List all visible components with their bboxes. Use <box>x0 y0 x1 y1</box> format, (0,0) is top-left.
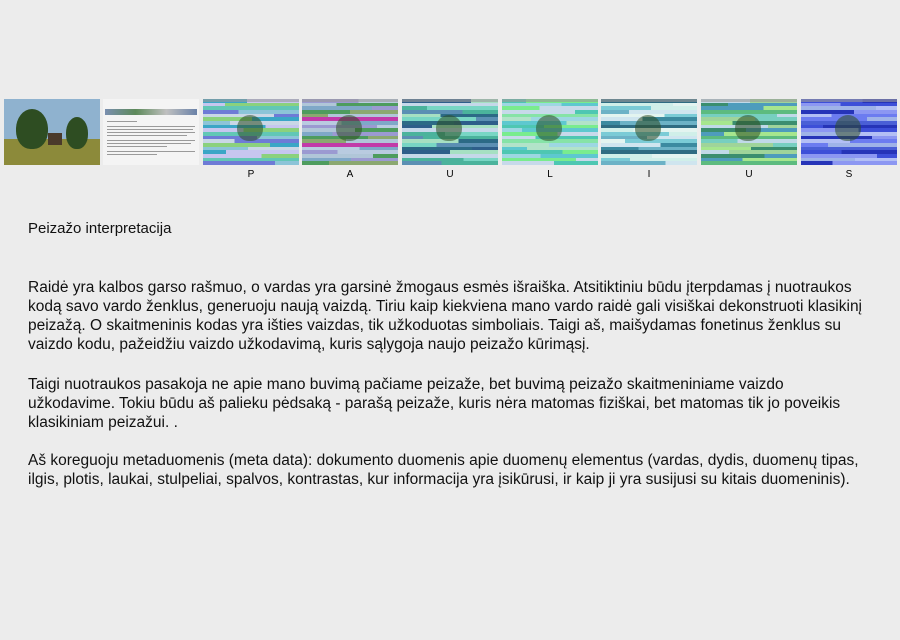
text-line <box>107 121 137 122</box>
text-line <box>107 135 187 136</box>
thumbnail-edge <box>302 99 398 102</box>
paragraph-letters: Raidė yra kalbos garso rašmuo, o vardas yra garsinė žmogaus esmės išraiška. Atsitiktiniu būdu įterpdamas į nuotraukos kodą savo vardo ženklus, generuoju naują vaizdą. Tiriu kaip kiekviena mano vardo raidė gali visiškai dekonstruoti klasikinį peizažą. O skaitmeninis kodas yra išties vaizdas, tik užkoduotas simboliais. Taigi aš, maišydamas fonetinus ženklus su vaizdo kodu, pažeidžiu vaizdo užkodavimą, kuris sąlygoja naujo peizažo kūrimąsį. <box>28 279 863 353</box>
tree <box>835 115 861 141</box>
glitch-thumbnail-a[interactable] <box>302 99 398 165</box>
text-line <box>107 143 191 144</box>
tree <box>635 115 661 141</box>
original-landscape-thumbnail[interactable] <box>4 99 100 165</box>
document-thumbnail[interactable] <box>103 99 199 165</box>
glitch-thumbnail-p[interactable] <box>203 99 299 165</box>
letter-a: A <box>346 169 354 180</box>
glitch-band <box>801 161 897 165</box>
tree <box>66 117 88 149</box>
document-header <box>105 109 197 115</box>
glitch-band <box>701 161 797 165</box>
glitch-thumbnail-s[interactable] <box>801 99 897 165</box>
glitch-band <box>302 161 398 165</box>
tree <box>436 115 462 141</box>
thumbnail-edge <box>402 99 498 102</box>
paragraph-metadata: Aš koreguoju metaduomenis (meta data): dokumento duomenis apie duomenų elementus (vardas, dydis, duomenų tipas, ilgis, plotis, laukai, stulpeliai, spalvos, kontrastas, kur informacija yra įsikūrusi, ir kaip ji yra susijusi su kitais duomeninis). <box>28 452 859 488</box>
thumbnail-edge <box>601 99 697 102</box>
glitch-band <box>402 161 498 165</box>
thumbnail-edge <box>203 99 299 102</box>
paragraph-trace: Taigi nuotraukos pasakoja ne apie mano buvimą pačiame peizaže, bet buvimą peizažo skaitmeniniame vaizdo užkodavime. Tokiu būdu aš palieku pėdsaką - parašą peizaže, kuris nėra matomas fiziškai, bet matomas tik jo poveikis klasikiniam peizažui. . <box>28 376 841 431</box>
tree <box>237 115 263 141</box>
glitch-thumbnail-u2[interactable] <box>701 99 797 165</box>
glitch-band <box>203 161 299 165</box>
barn <box>48 133 62 145</box>
letter-i: I <box>647 169 651 180</box>
letter-l: L <box>547 169 553 180</box>
tree <box>16 109 48 149</box>
thumbnail-strip <box>4 99 900 181</box>
tree <box>336 115 362 141</box>
text-line <box>107 151 195 152</box>
glitch-thumbnail-i[interactable] <box>601 99 697 165</box>
text-line <box>107 132 195 133</box>
glitch-thumbnail-u[interactable] <box>402 99 498 165</box>
thumbnail-edge <box>502 99 598 102</box>
thumbnail-edge <box>701 99 797 102</box>
glitch-band <box>601 161 697 165</box>
text-line <box>107 154 157 155</box>
text-line <box>107 140 195 141</box>
glitch-thumbnail-l[interactable] <box>502 99 598 165</box>
text-line <box>107 129 193 130</box>
page-title: Peizažo interpretacija <box>28 220 172 237</box>
tree <box>735 115 761 141</box>
letter-s: S <box>845 169 853 180</box>
tree <box>536 115 562 141</box>
text-line <box>107 146 167 147</box>
text-line <box>107 126 195 127</box>
letter-p: P <box>247 169 255 180</box>
glitch-band <box>502 161 598 165</box>
thumbnail-edge <box>801 99 897 102</box>
letter-u-second: U <box>745 169 753 180</box>
letter-u: U <box>446 169 454 180</box>
